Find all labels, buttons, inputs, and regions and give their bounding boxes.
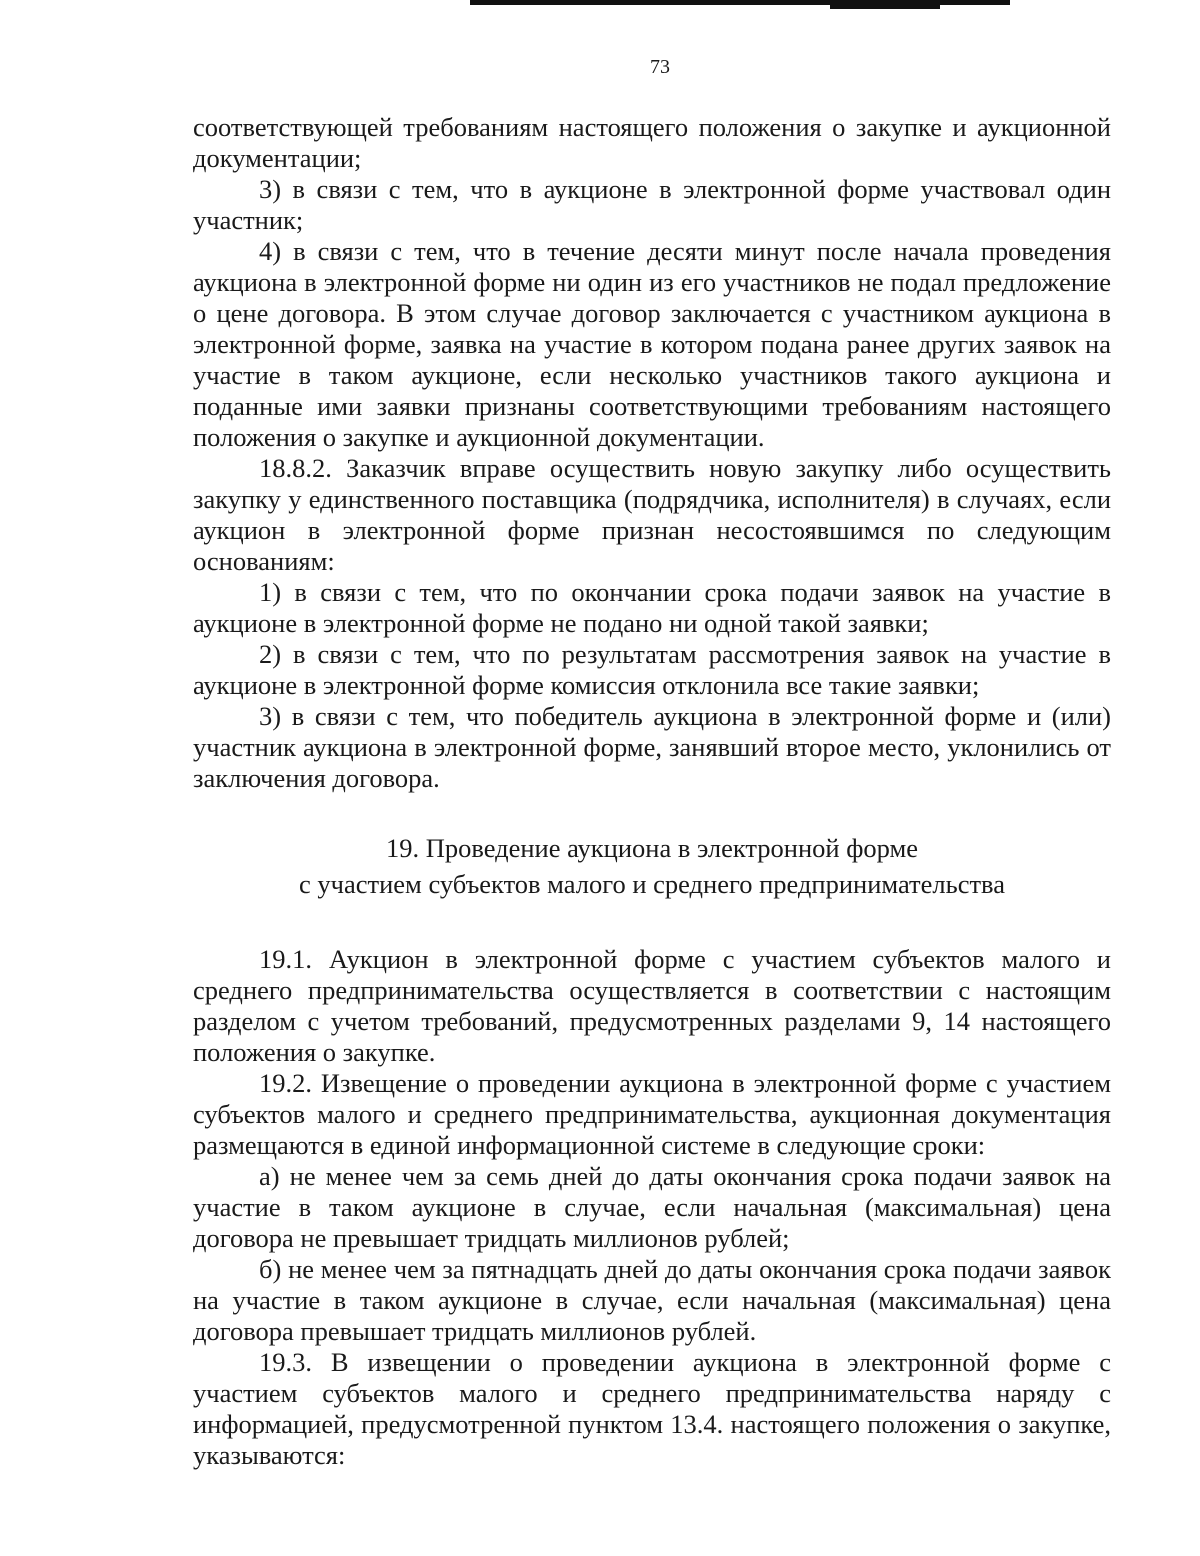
paragraphs-after-heading — [193, 944, 1111, 1471]
paragraph: 19.2. Извещение о проведении аукциона в электронной форме с участием субъектов малого и среднего предпринимательства, аукционная документация размещаются в единой информационной системе в следующие сроки: — [193, 1068, 1111, 1160]
paragraph: 2) в связи с тем, что по результатам рассмотрения заявок на участие в аукционе в электронной форме комиссия отклонила все такие заявки; — [193, 639, 1111, 700]
scan-edge-mark — [830, 0, 940, 9]
paragraph: 1) в связи с тем, что по окончании срока подачи заявок на участие в аукционе в электронной форме не подано ни одной такой заявки; — [193, 577, 1111, 638]
paragraph: 19.3. В извещении о проведении аукциона в электронной форме с участием субъектов малого и среднего предпринимательства наряду с информацией, предусмотренной пунктом 13.4. настоящего положения о закупке, указываются: — [193, 1347, 1111, 1470]
paragraph: соответствующей требованиям настоящего положения о закупке и аукционной документации; — [193, 112, 1111, 173]
paragraph: 4) в связи с тем, что в течение десяти минут после начала проведения аукциона в электронной форме ни один из его участников не подал предложение о цене договора. В этом случае договор заключается с участником аукциона в электронной форме, заявка на участие в котором подана ранее других заявок на участие в таком аукционе, если несколько участников такого аукциона и поданные ими заявки признаны соответствующими требованиям настоящего положения о закупке и аукционной документации. — [193, 236, 1111, 452]
section-heading — [193, 830, 1111, 902]
document-body — [193, 112, 1111, 1471]
section-heading-line-2: с участием субъектов малого и среднего предпринимательства — [299, 869, 1005, 899]
paragraph: 19.1. Аукцион в электронной форме с участием субъектов малого и среднего предпринимательства осуществляется в соответствии с настоящим разделом с учетом требований, предусмотренных разделами 9, 14 настоящего положения о закупке. — [193, 944, 1111, 1067]
paragraph: а) не менее чем за семь дней до даты окончания срока подачи заявок на участие в таком аукционе в случае, если начальная (максимальная) цена договора не превышает тридцать миллионов рублей; — [193, 1161, 1111, 1253]
paragraph: б) не менее чем за пятнадцать дней до даты окончания срока подачи заявок на участие в таком аукционе в случае, если начальная (максимальная) цена договора превышает тридцать миллионов рублей. — [193, 1254, 1111, 1346]
paragraph: 3) в связи с тем, что победитель аукциона в электронной форме и (или) участник аукциона в электронной форме, занявший второе место, уклонились от заключения договора. — [193, 701, 1111, 793]
section-heading-line-1: 19. Проведение аукциона в электронной форме — [385, 833, 919, 863]
paragraph: 18.8.2. Заказчик вправе осуществить новую закупку либо осуществить закупку у единственного поставщика (подрядчика, исполнителя) в случаях, если аукцион в электронной форме признан несостоявшимся по следующим основаниям: — [193, 453, 1111, 576]
paragraphs-before-heading — [193, 112, 1111, 794]
page-number: 73 — [650, 56, 670, 78]
paragraph: 3) в связи с тем, что в аукционе в электронной форме участвовал один участник; — [193, 174, 1111, 235]
